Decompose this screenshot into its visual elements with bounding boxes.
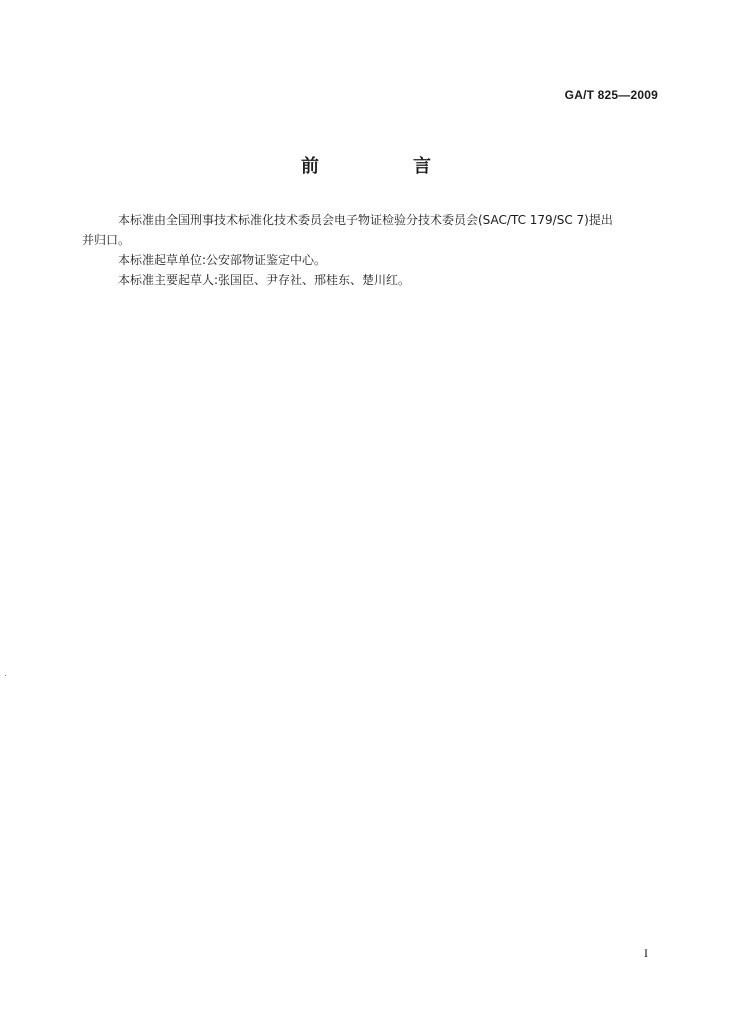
paragraph-drafters — [82, 270, 662, 290]
paragraph-proposer-line1: 本标准由全国刑事技术标准化技术委员会电子物证检验分技术委员会(SAC/TC 179/SC 7)提出 — [118, 213, 613, 227]
paragraph-drafters-text: 本标准主要起草人:张国臣、尹存社、邢桂东、楚川红。 — [118, 273, 411, 287]
scan-speck — [5, 675, 6, 676]
page-number: I — [644, 946, 648, 960]
foreword-body — [82, 210, 662, 290]
paragraph-drafting-unit — [82, 250, 662, 270]
page-title: 前 言 — [301, 156, 469, 177]
standard-code: GA/T 825—2009 — [564, 88, 658, 102]
paragraph-proposer-line2: 并归口。 — [82, 233, 131, 247]
paragraph-proposer — [82, 210, 662, 250]
paragraph-drafting-unit-text: 本标准起草单位:公安部物证鉴定中心。 — [118, 253, 327, 267]
